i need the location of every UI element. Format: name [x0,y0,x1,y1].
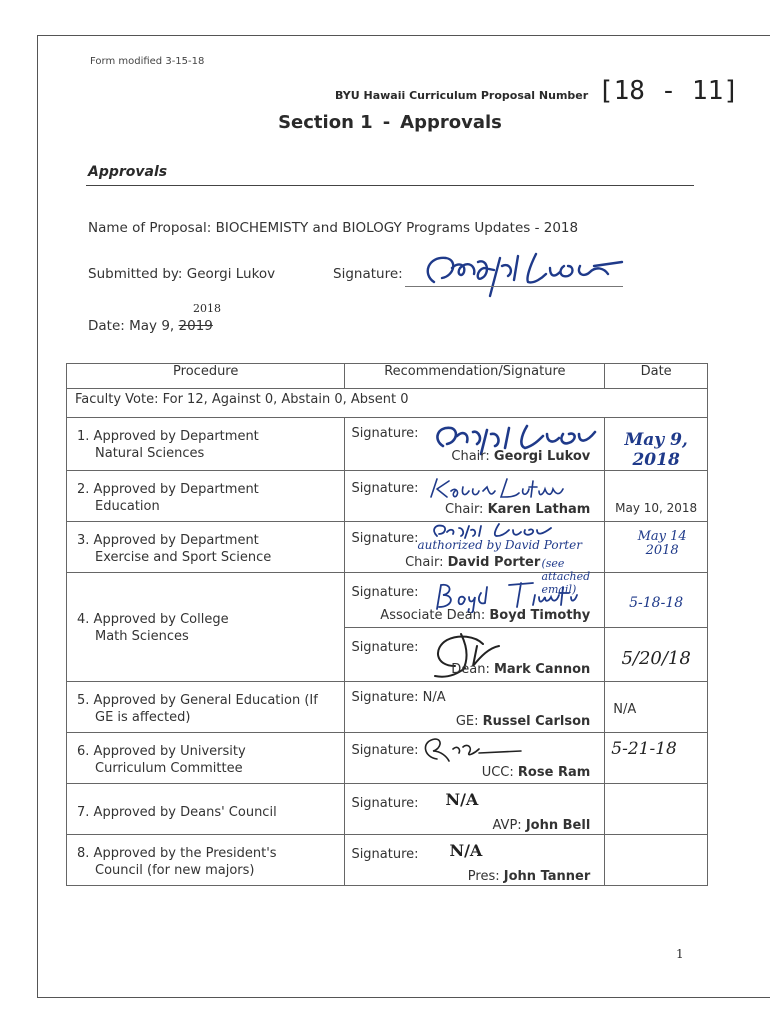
signature-label: Signature: [351,796,419,811]
row-number: 2. [77,482,90,497]
signature-label: Signature: [333,266,403,282]
row-number: 1. [77,429,90,444]
date-cell [605,835,708,886]
procedure-cell [67,471,345,522]
signature-cell-split [345,573,605,682]
dean-name [451,662,590,677]
person-name: David Porter [447,555,541,570]
attached-email-note: (see attached email) [541,557,591,596]
procedure-line-2: Natural Sciences [95,446,205,461]
chair-signature [425,475,565,505]
procedure-cell [67,835,345,886]
person-name: Russel Carlson [482,714,591,729]
avp-name [493,818,591,833]
procedure-line-1: Approved by General Education (If [93,693,318,708]
procedure-cell [67,418,345,471]
role-label: Chair: [405,555,444,570]
procedure-line-1: Approved by College [93,612,229,627]
signature-label: Signature: [351,847,419,862]
section-number: Section 1 [278,112,373,133]
person-name: Rose Ram [517,765,591,780]
role-label: Pres: [467,869,500,884]
procedure-line-1: Approved by Department [93,482,259,497]
proposal-name-value: BIOCHEMISTY and BIOLOGY Programs Updates - 2018 [215,220,579,236]
person-name: Karen Latham [487,502,591,517]
chair-name [451,449,590,464]
header-date: Date [605,364,708,389]
person-name: Georgi Lukov [493,449,591,464]
ucc-name [482,765,591,780]
date-struck-year: 2019 [178,318,213,334]
section-name: Approvals [400,112,502,133]
date-handwritten: May 9, 2018 [624,430,688,470]
person-name: John Bell [525,818,591,833]
signature-label: Signature: [351,585,419,600]
date-cell [605,682,708,733]
role-label: Chair: [445,502,484,517]
procedure-cell [67,522,345,573]
submitted-by-label: Submitted by: [88,266,183,282]
date-cell-split [605,573,708,682]
proposal-number: [18 - 11] [598,76,739,106]
table-row [67,682,708,733]
role-label: Associate Dean: [380,608,486,623]
procedure-line-2: Council (for new majors) [95,863,255,878]
section-title [0,112,770,133]
signature-label: Signature: [351,531,419,546]
table-row [67,471,708,522]
date-cell [605,522,708,573]
procedure-line-1: Approved by Deans' Council [93,805,277,820]
signature-label: Signature: [351,426,419,441]
president-name [468,869,590,884]
signature-cell [345,733,605,784]
signature-label: Signature: [351,640,419,655]
procedure-cell [67,573,345,682]
procedure-cell [67,733,345,784]
table-row [67,573,708,682]
proposal-number-label: BYU Hawaii Curriculum Proposal Number [335,89,589,102]
date-typed: N/A [613,702,637,717]
page-number: 1 [676,947,684,961]
row-number: 3. [77,533,90,548]
date-label: Date: [88,318,125,334]
signature-cell [345,682,605,733]
procedure-cell [67,682,345,733]
signature-underline [405,286,623,287]
signature-label: Signature: [351,481,419,496]
procedure-line-1: Approved by University [93,744,246,759]
role-label: GE: [455,714,479,729]
date-value: May 9, [129,318,175,334]
table-row [67,418,708,471]
approvals-heading: Approvals [88,164,168,180]
procedure-line-2: Education [95,499,160,514]
submitter-signature [418,244,628,300]
dean-block [345,628,604,681]
person-name: Boyd Timothy [489,608,591,623]
signature-label: Signature: [351,743,419,758]
handwritten-na: N/A [449,841,483,860]
row-number: 8. [77,846,90,861]
proposal-name-line [88,220,578,236]
signature-cell [345,471,605,522]
role-label: AVP: [492,818,522,833]
heading-rule [86,185,694,186]
signature-label: Signature: N/A [351,690,446,705]
date-cell [605,471,708,522]
procedure-line-1: Approved by Department [93,533,259,548]
date-cell [605,733,708,784]
procedure-cell [67,784,345,835]
date-cell [605,784,708,835]
form-modified: Form modified 3-15-18 [90,56,205,67]
table-header-row [67,364,708,389]
header-recommendation: Recommendation/Signature [345,364,605,389]
table-row [67,522,708,573]
date-corrected-year: 2018 [193,302,221,315]
signature-cell [345,784,605,835]
submitted-by-line [88,266,275,282]
handwritten-na: N/A [445,790,479,809]
procedure-line-2: GE is affected) [95,710,191,725]
date-handwritten: 5/20/18 [621,648,691,669]
person-name: Mark Cannon [493,662,591,677]
associate-dean-block [345,573,604,628]
procedure-line-2: Exercise and Sport Science [95,550,272,565]
date-typed: May 10, 2018 [615,501,698,515]
table-row [67,835,708,886]
role-label: Dean: [451,662,490,677]
procedure-line-2: Curriculum Committee [95,761,243,776]
table-row [67,733,708,784]
section-separator: - [382,112,391,133]
chair-name [405,555,540,570]
row-number: 4. [77,612,90,627]
role-label: UCC: [481,765,514,780]
submitted-by-value: Georgi Lukov [186,266,276,282]
procedure-line-2: Math Sciences [95,629,189,644]
date-cell [605,418,708,471]
date-handwritten: 5-21-18 [611,739,677,759]
ucc-signature [417,735,527,763]
signature-cell [345,522,605,596]
procedure-line-1: Approved by Department [93,429,259,444]
date-line [88,318,213,334]
date-handwritten: May 14 2018 [637,529,687,558]
header-procedure: Procedure [67,364,345,389]
ge-name [456,714,590,729]
faculty-vote: Faculty Vote: For 12, Against 0, Abstain 0, Absent 0 [67,389,708,418]
associate-dean-name [380,608,590,623]
row-number: 6. [77,744,90,759]
chair-name [445,502,590,517]
person-name: John Tanner [503,869,591,884]
authorization-note: authorized by David Porter [417,538,582,552]
row-number: 7. [77,805,90,820]
associate-dean-date [605,573,707,628]
procedure-line-1: Approved by the President's [93,846,277,861]
signature-cell [345,835,605,886]
row-number: 5. [77,693,90,708]
dean-date [605,628,707,681]
signature-cell [345,418,605,471]
proposal-name-label: Name of Proposal: [88,220,212,236]
role-label: Chair: [451,449,490,464]
date-handwritten: 5-18-18 [629,595,684,611]
table-row [67,784,708,835]
procedure-table [66,363,708,886]
faculty-vote-row [67,389,708,418]
